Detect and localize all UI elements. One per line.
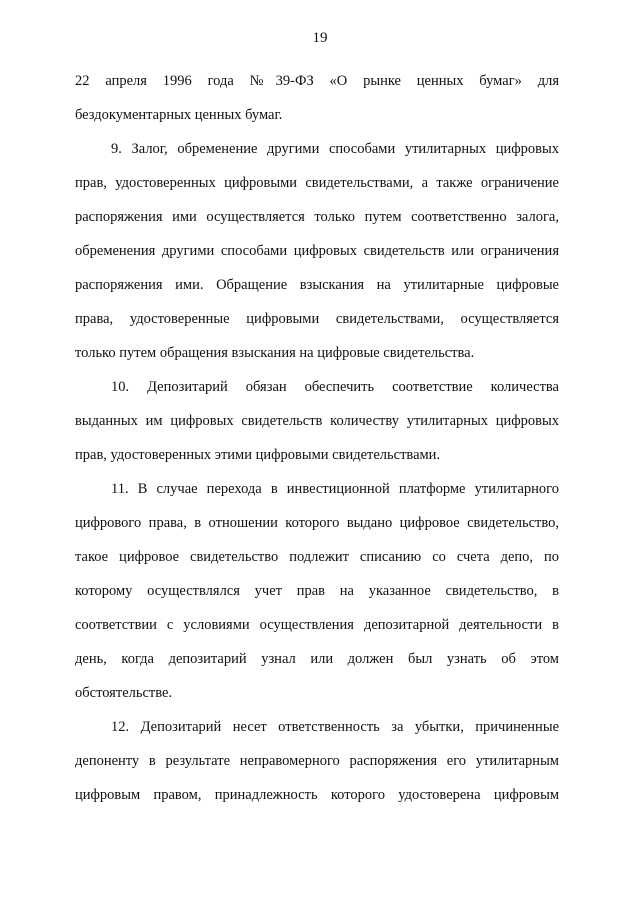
paragraph-continuation — [75, 64, 559, 132]
text-line: 11. В случае перехода в инвестиционной платформе утилитарного — [111, 481, 559, 497]
text-line: права, удостоверенные цифровыми свидетельствами, осуществляется — [75, 311, 559, 327]
paragraph-12 — [75, 710, 559, 812]
text-line: выданных им цифровых свидетельств количеству утилитарных цифровых — [75, 413, 559, 429]
text-line: прав, удостоверенных цифровыми свидетельствами, а также ограничение — [75, 175, 559, 191]
paragraph-9 — [75, 132, 559, 370]
text-line: 12. Депозитарий несет ответственность за убытки, причиненные — [111, 719, 559, 735]
text-line: распоряжения ими осуществляется только путем соответственно залога, — [75, 209, 559, 225]
text-line: день, когда депозитарий узнал или должен был узнать об этом — [75, 651, 559, 667]
page-number: 19 — [312, 30, 328, 46]
text-line: которому осуществлялся учет прав на указанное свидетельство, в — [75, 583, 559, 599]
text-line: такое цифровое свидетельство подлежит списанию со счета депо, по — [75, 549, 559, 565]
document-body — [75, 64, 559, 812]
paragraph-11 — [75, 472, 559, 710]
text-line: 10. Депозитарий обязан обеспечить соответствие количества — [111, 379, 559, 395]
text-line: распоряжения ими. Обращение взыскания на утилитарные цифровые — [75, 277, 559, 293]
text-line: только путем обращения взыскания на цифровые свидетельства. — [75, 345, 475, 361]
text-line: обременения другими способами цифровых свидетельств или ограничения — [75, 243, 559, 259]
text-line: бездокументарных ценных бумаг. — [75, 107, 283, 123]
text-line: 9. Залог, обременение другими способами утилитарных цифровых — [111, 141, 559, 157]
paragraph-10 — [75, 370, 559, 472]
text-line: обстоятельстве. — [75, 685, 173, 701]
text-line: цифрового права, в отношении которого выдано цифровое свидетельство, — [75, 515, 559, 531]
text-line: цифровым правом, принадлежность которого удостоверена цифровым — [75, 787, 559, 803]
text-line: депоненту в результате неправомерного распоряжения его утилитарным — [75, 753, 559, 769]
text-line: соответствии с условиями осуществления депозитарной деятельности в — [75, 617, 559, 633]
text-line: 22 апреля 1996 года №39-ФЗ «О рынке ценных бумаг» для — [75, 73, 559, 89]
text-line: прав, удостоверенных этими цифровыми свидетельствами. — [75, 447, 441, 463]
